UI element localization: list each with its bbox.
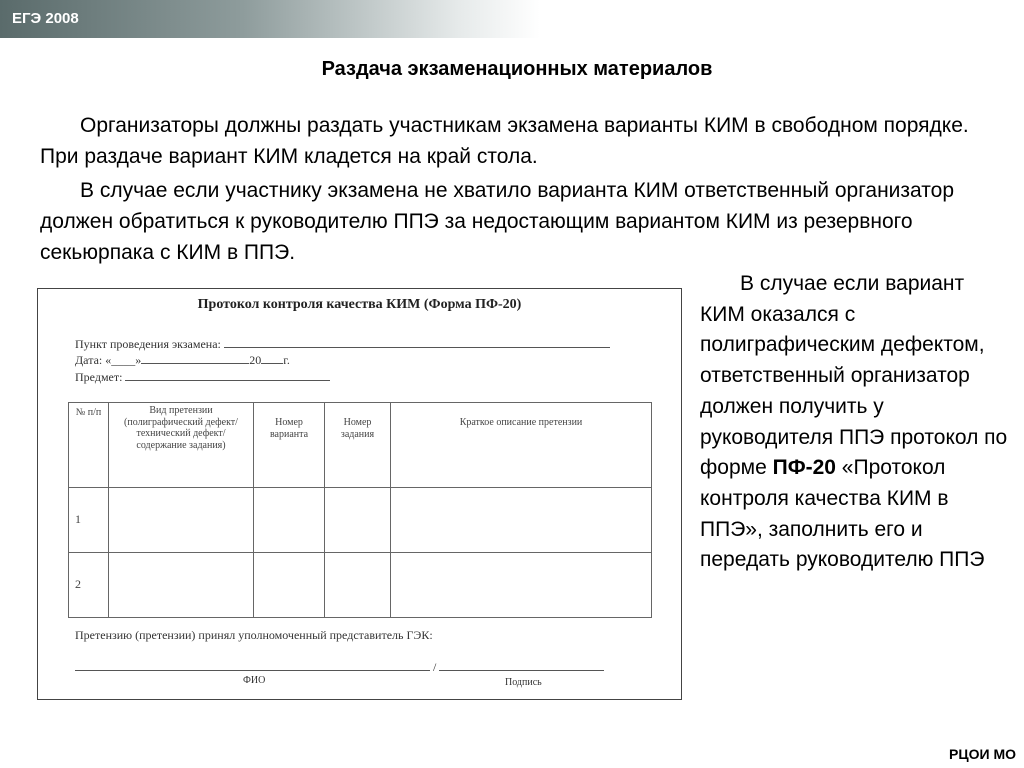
row-number: 2 — [69, 553, 109, 618]
row-number: 1 — [69, 488, 109, 553]
form-date-suffix: г. — [283, 353, 290, 367]
form-label-fio: ФИО — [243, 675, 266, 686]
form-fio-line — [75, 659, 430, 671]
side-paragraph — [700, 269, 1010, 576]
table-row — [69, 553, 652, 618]
banner-label: ЕГЭ 2008 — [12, 10, 79, 27]
form-field-point-line — [224, 336, 610, 348]
form-date-year: 20 — [249, 353, 262, 367]
form-signature-line — [75, 659, 604, 675]
form-field-date — [75, 352, 290, 368]
cell — [391, 553, 652, 618]
cell — [254, 488, 325, 553]
form-field-point — [75, 336, 610, 352]
form-date-prefix: Дата: «____» — [75, 353, 142, 367]
form-field-subject — [75, 369, 330, 385]
cell — [109, 553, 254, 618]
side-text-after: «Протокол контроля качества КИМ в ППЭ», заполнить его и передать руководителю ППЭ — [700, 456, 985, 572]
side-text-before: В случае если вариант КИМ оказался с полиграфическим дефектом, ответственный организатор должен получить у руководителя ППЭ протокол по форме — [700, 272, 1008, 480]
side-text-bold: ПФ-20 — [772, 456, 836, 480]
paragraph-1: Организаторы должны раздать участникам экзамена варианты КИМ в свободном порядке. При раздаче вариант КИМ кладется на край стола. — [40, 114, 969, 168]
cell — [325, 488, 391, 553]
form-claim-accepted: Претензию (претензии) принял уполномоченный представитель ГЭК: — [75, 628, 433, 642]
form-title: Протокол контроля качества КИМ (Форма ПФ-20) — [197, 297, 522, 312]
cell — [325, 553, 391, 618]
table-row — [69, 488, 652, 553]
form-label-signature: Подпись — [505, 677, 542, 688]
form-subject-line — [125, 369, 330, 381]
form-col-type: Вид претензии (полиграфический дефект/ технический дефект/ содержание задания) — [109, 403, 254, 488]
form-col-variant: Номер варианта — [254, 403, 325, 488]
form-pf20-image — [37, 288, 682, 700]
form-date-line — [141, 352, 249, 364]
form-year-line — [261, 352, 283, 364]
form-table — [68, 402, 652, 618]
form-col-description: Краткое описание претензии — [391, 403, 652, 488]
form-col-task: Номер задания — [325, 403, 391, 488]
top-banner — [0, 0, 540, 38]
slide-title: Раздача экзаменационных материалов — [321, 58, 713, 80]
footer-label: РЦОИ МО — [949, 746, 1016, 762]
cell — [391, 488, 652, 553]
form-col-num: № п/п — [69, 403, 109, 488]
cell — [109, 488, 254, 553]
form-table-header — [69, 403, 652, 488]
cell — [254, 553, 325, 618]
form-sig-separator: / — [433, 660, 437, 674]
form-sig-line — [439, 659, 604, 671]
form-subject-label: Предмет: — [75, 370, 123, 384]
paragraph-2: В случае если участнику экзамена не хватило варианта КИМ ответственный организатор должен обратиться к руководителю ППЭ за недостающим вариантом КИМ из резервного секьюрпака с КИМ в ППЭ. — [40, 179, 955, 264]
form-field-point-label: Пункт проведения экзамена: — [75, 337, 221, 351]
